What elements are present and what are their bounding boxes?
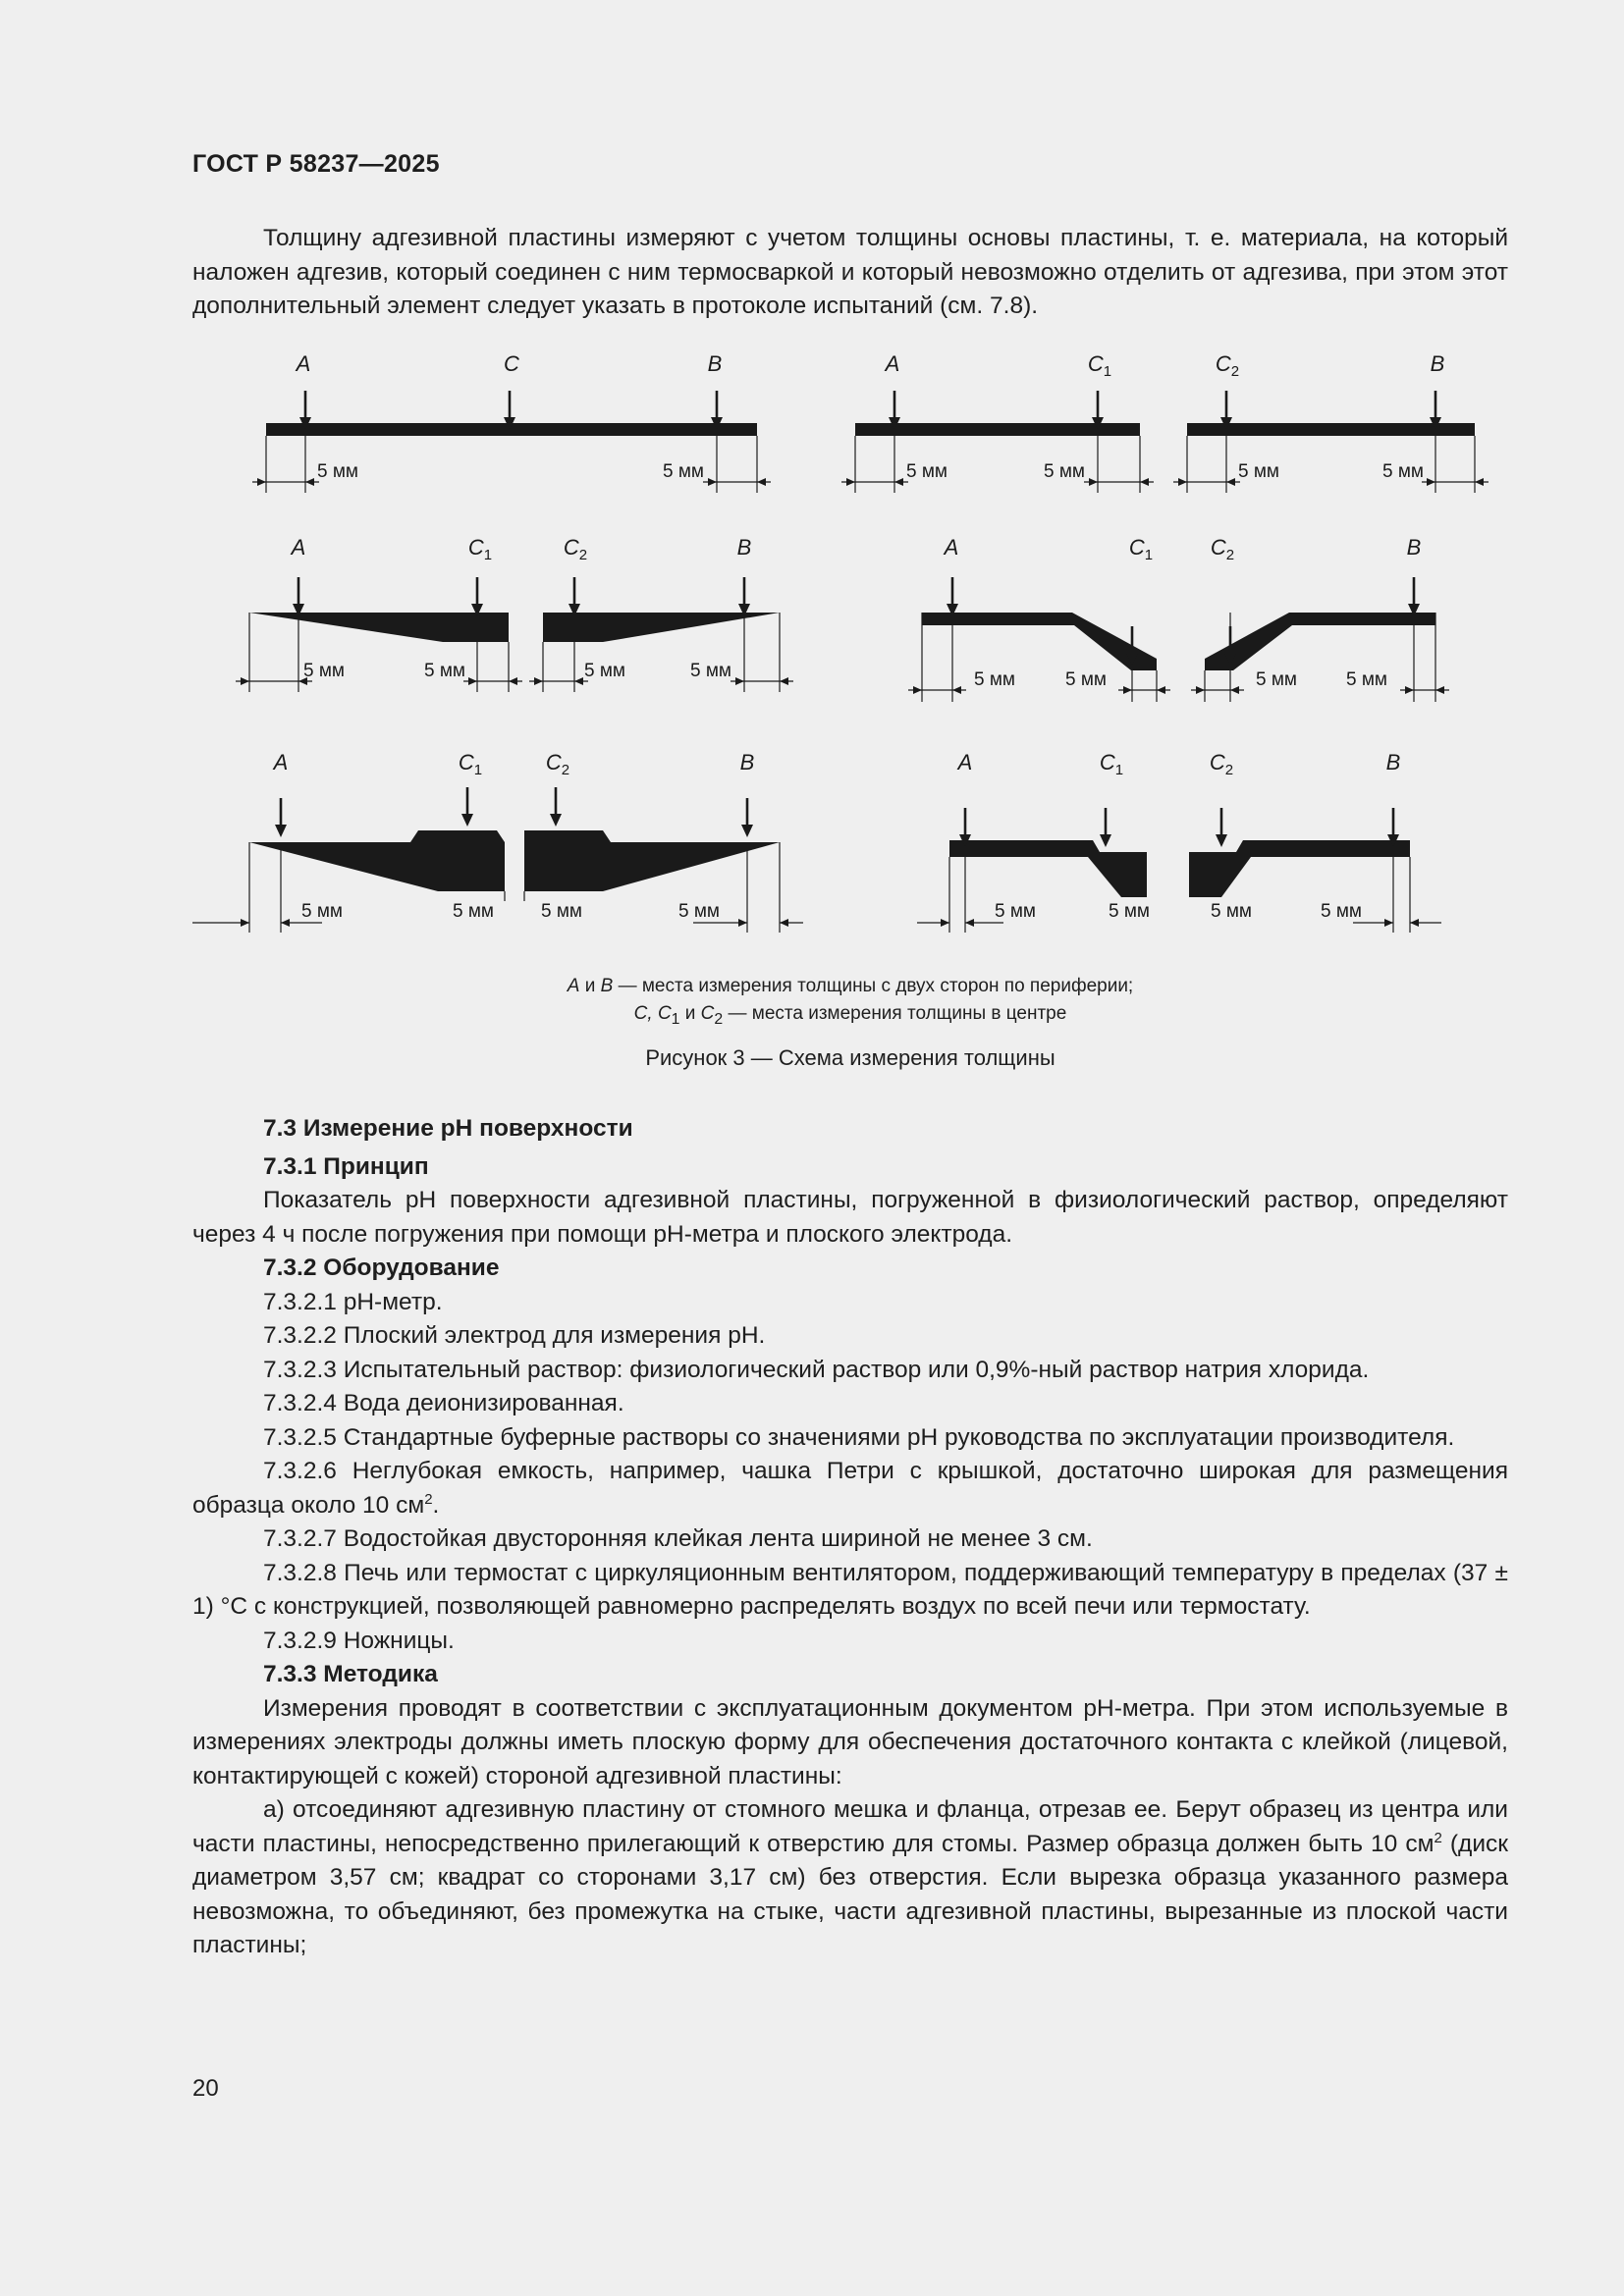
tapered-plate-left bbox=[249, 613, 509, 642]
point-label: B bbox=[1430, 351, 1445, 376]
dimension-label: 5 мм bbox=[974, 669, 1015, 690]
equipment-item-1: 7.3.2.1 pH-метр. bbox=[263, 1288, 443, 1315]
item-a-text-2: (диск диаметром 3,57 см; квадрат со сторонами 3,17 см) без отверстия. Если вырезка образца указанного размера невозможна, то объединяют, без промежутка на стыке, части адгезивной пластины, вырезанные из плоской части пластины; bbox=[192, 1830, 1508, 1958]
heading-7-3-3: 7.3.3 Методика bbox=[263, 1661, 438, 1687]
dimension-label: 5 мм bbox=[1065, 669, 1107, 690]
measure-arrowhead bbox=[550, 814, 562, 827]
dimension-arrowhead bbox=[894, 478, 903, 486]
dimension-label: 5 мм bbox=[1346, 669, 1387, 690]
dimension-arrowhead bbox=[1475, 478, 1484, 486]
point-label: $C_2$ bbox=[563, 535, 588, 563]
bent-plate-left bbox=[922, 613, 1157, 670]
legend-and-2: и bbox=[679, 1003, 701, 1024]
legend-line-1 bbox=[192, 973, 1508, 1000]
dimension-arrowhead bbox=[1178, 478, 1187, 486]
item-a-sup: 2 bbox=[1434, 1829, 1442, 1846]
page-number: 20 bbox=[192, 2075, 219, 2102]
raised-plate-left bbox=[249, 830, 505, 891]
point-label: A bbox=[957, 750, 973, 774]
dimension-arrowhead bbox=[846, 478, 855, 486]
point-label: A bbox=[296, 351, 311, 376]
equipment-item-7: 7.3.2.7 Водостойкая двусторонняя клейкая лента шириной не менее 3 см. bbox=[263, 1525, 1093, 1552]
figure-caption: Рисунок 3 — Схема измерения толщины bbox=[645, 1045, 1056, 1070]
dimension-arrowhead bbox=[241, 919, 249, 927]
dimension-arrowhead bbox=[534, 677, 543, 685]
point-label: B bbox=[707, 351, 723, 376]
legend-sub2: 2 bbox=[714, 1010, 724, 1028]
dimension-arrowhead bbox=[1089, 478, 1098, 486]
item-a-text-1: а) отсоединяют адгезивную пластину от стомного мешка и фланца, отрезав ее. Берут образец из центра или части пластины, непосредственно прилегающий к отверстию для стомы. Размер образца должен быть 10 см bbox=[192, 1796, 1508, 1857]
intro-paragraph: Толщину адгезивной пластины измеряют с учетом толщины основы пластины, т. е. материала, на который наложен адгезив, который соединен с ним термосваркой и который невозможно отделить от адгезива, при этом этот дополнительный элемент следует указать в протоколе испытаний (см. 7.8). bbox=[192, 225, 1508, 319]
heading-7-3-1: 7.3.1 Принцип bbox=[263, 1152, 429, 1180]
item-6-text: 7.3.2.6 Неглубокая емкость, например, чашка Петри с крышкой, достаточно широкая для размещения образца около 10 см bbox=[192, 1458, 1508, 1519]
dimension-arrowhead bbox=[780, 677, 788, 685]
point-label: $C_1$ bbox=[467, 535, 493, 563]
measure-arrowhead bbox=[741, 825, 753, 837]
thickness-diagram bbox=[192, 351, 1508, 940]
flat-plate-right-half bbox=[1187, 423, 1475, 436]
dimension-label: 5 мм bbox=[1321, 901, 1362, 922]
point-label: $C_2$ bbox=[1209, 750, 1234, 778]
dimension-label: 5 мм bbox=[1044, 461, 1085, 482]
legend-c2: C bbox=[700, 1003, 715, 1024]
heading-7-3-2: 7.3.2 Оборудование bbox=[263, 1255, 500, 1281]
dimension-label: 5 мм bbox=[1109, 901, 1150, 922]
dimension-arrowhead bbox=[1140, 478, 1149, 486]
equipment-item-8: 7.3.2.8 Печь или термостат с циркуляционным вентилятором, поддерживающий температуру в пределах (37 ± 1) °С с конструкцией, позволяющей равномерно распределять воздух по всей печи или термостату. bbox=[192, 1559, 1508, 1620]
dimension-arrowhead bbox=[305, 478, 314, 486]
dimension-label: 5 мм bbox=[678, 901, 720, 922]
dimension-label: 5 мм bbox=[317, 461, 358, 482]
point-label: C bbox=[504, 351, 519, 376]
point-label: B bbox=[1406, 535, 1422, 560]
point-label: $C_1$ bbox=[1087, 351, 1112, 380]
point-label: A bbox=[273, 750, 289, 774]
point-label: A bbox=[885, 351, 900, 376]
dimension-arrowhead bbox=[468, 677, 477, 685]
dimension-arrowhead bbox=[1196, 686, 1205, 694]
point-label: B bbox=[1385, 750, 1401, 774]
measure-arrowhead bbox=[1216, 834, 1227, 847]
legend-b: B bbox=[600, 976, 614, 996]
bent-plate-right bbox=[1205, 613, 1435, 670]
dimension-arrowhead bbox=[965, 919, 974, 927]
section-7-3 bbox=[192, 1112, 1508, 1963]
point-label: B bbox=[739, 750, 755, 774]
dimension-label: 5 мм bbox=[663, 461, 704, 482]
dimension-label: 5 мм bbox=[453, 901, 494, 922]
point-label: $C_1$ bbox=[1128, 535, 1154, 563]
dimension-label: 5 мм bbox=[995, 901, 1036, 922]
dimension-label: 5 мм bbox=[690, 661, 731, 681]
dimension-arrowhead bbox=[1410, 919, 1419, 927]
point-label: $C_2$ bbox=[1210, 535, 1235, 563]
figure-legend bbox=[192, 973, 1508, 1034]
figure-thickness-scheme bbox=[192, 351, 1508, 940]
dimension-arrowhead bbox=[941, 919, 949, 927]
legend-a: A bbox=[567, 976, 580, 996]
dimension-label: 5 мм bbox=[1211, 901, 1252, 922]
stepped-plate-left bbox=[949, 840, 1147, 897]
dimension-arrowhead bbox=[574, 677, 583, 685]
dimension-arrowhead bbox=[1157, 686, 1165, 694]
dimension-arrowhead bbox=[1427, 478, 1435, 486]
dimension-label: 5 мм bbox=[303, 661, 345, 681]
dimension-arrowhead bbox=[913, 686, 922, 694]
intro-block bbox=[192, 222, 1508, 324]
legend-sub1: 1 bbox=[671, 1010, 680, 1028]
dimension-arrowhead bbox=[1123, 686, 1132, 694]
point-label: $C_1$ bbox=[1099, 750, 1124, 778]
raised-plate-right bbox=[524, 830, 780, 891]
method-item-a bbox=[192, 1793, 1508, 1963]
dimension-label: 5 мм bbox=[1382, 461, 1424, 482]
dimension-arrowhead bbox=[1405, 686, 1414, 694]
dimension-arrowhead bbox=[1230, 686, 1239, 694]
document-code: ГОСТ Р 58237—2025 bbox=[192, 150, 440, 178]
measure-arrowhead bbox=[1100, 834, 1111, 847]
point-label: B bbox=[736, 535, 752, 560]
dimension-arrowhead bbox=[738, 919, 747, 927]
dimension-label: 5 мм bbox=[301, 901, 343, 922]
legend-line-2 bbox=[192, 1000, 1508, 1034]
equipment-item-6 bbox=[192, 1455, 1508, 1522]
measure-arrowhead bbox=[461, 814, 473, 827]
dimension-label: 5 мм bbox=[1256, 669, 1297, 690]
dimension-arrowhead bbox=[241, 677, 249, 685]
point-label: $C_2$ bbox=[545, 750, 570, 778]
equipment-item-5: 7.3.2.5 Стандартные буферные растворы со значениями pH руководства по эксплуатации производителя. bbox=[263, 1423, 1455, 1451]
method-paragraph: Измерения проводят в соответствии с эксплуатационным документом pH-метра. При этом используемые в измерениях электроды должны иметь плоскую форму для обеспечения достаточного контакта с клейкой (лицевой, контактирующей с кожей) стороной адгезивной пластины: bbox=[192, 1694, 1508, 1789]
dimension-arrowhead bbox=[735, 677, 744, 685]
dimension-label: 5 мм bbox=[1238, 461, 1279, 482]
legend-periphery-text: — места измерения толщины с двух сторон по периферии; bbox=[613, 976, 1134, 996]
dimension-arrowhead bbox=[509, 677, 517, 685]
heading-7-3: 7.3 Измерение pH поверхности bbox=[263, 1115, 633, 1142]
point-label: A bbox=[944, 535, 959, 560]
dimension-arrowhead bbox=[952, 686, 961, 694]
dimension-arrowhead bbox=[1226, 478, 1235, 486]
dimension-arrowhead bbox=[708, 478, 717, 486]
dimension-label: 5 мм bbox=[424, 661, 465, 681]
dimension-arrowhead bbox=[257, 478, 266, 486]
dimension-arrowhead bbox=[281, 919, 290, 927]
dimension-arrowhead bbox=[780, 919, 788, 927]
principle-paragraph: Показатель pH поверхности адгезивной пластины, погруженной в физиологический раствор, определяют через 4 ч после погружения при помощи pH-метра и плоского электрода. bbox=[192, 1187, 1508, 1248]
dimension-arrowhead bbox=[757, 478, 766, 486]
dimension-label: 5 мм bbox=[906, 461, 947, 482]
dimension-arrowhead bbox=[1384, 919, 1393, 927]
equipment-item-4: 7.3.2.4 Вода деионизированная. bbox=[263, 1390, 624, 1416]
dimension-label: 5 мм bbox=[541, 901, 582, 922]
equipment-item-9: 7.3.2.9 Ножницы. bbox=[263, 1627, 455, 1654]
measure-arrowhead bbox=[275, 825, 287, 837]
item-6-sup: 2 bbox=[424, 1490, 433, 1508]
stepped-plate-right bbox=[1189, 840, 1410, 897]
point-label: A bbox=[291, 535, 306, 560]
equipment-item-2: 7.3.2.2 Плоский электрод для измерения pH. bbox=[263, 1322, 766, 1349]
dimension-label: 5 мм bbox=[584, 661, 625, 681]
dimension-arrowhead bbox=[1435, 686, 1444, 694]
legend-and: и bbox=[579, 976, 601, 996]
point-label: $C_2$ bbox=[1215, 351, 1240, 380]
item-6-end: . bbox=[432, 1491, 440, 1519]
legend-center-text: — места измерения толщины в центре bbox=[723, 1003, 1067, 1024]
legend-c: C, C bbox=[633, 1003, 672, 1024]
point-label: $C_1$ bbox=[458, 750, 483, 778]
equipment-item-3: 7.3.2.3 Испытательный раствор: физиологический раствор или 0,9%-ный раствор натрия хлорида. bbox=[263, 1356, 1370, 1383]
